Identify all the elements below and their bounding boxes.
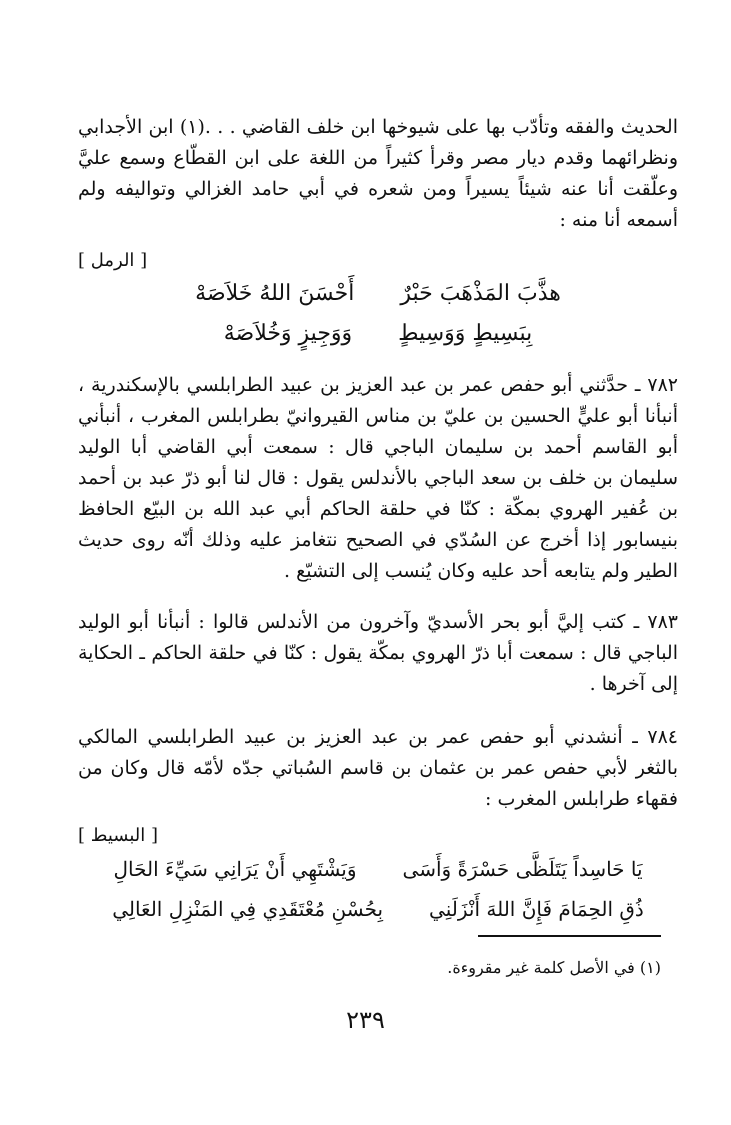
verse-line [78, 274, 678, 314]
verse-line [78, 314, 678, 354]
poem-ramal [78, 274, 678, 354]
verse-hemistich-right: بِبَسِيطٍ وَوَسِيطٍ [398, 321, 533, 346]
verse-hemistich-left: وَيَشْتَهِي أَنْ يَرَانِي سَيِّءَ الحَالِ [113, 857, 357, 881]
verse-hemistich-right: هذَّبَ المَذْهَبَ حَبْرٌ [400, 281, 561, 306]
page-body [78, 112, 678, 929]
verse-line [78, 889, 678, 929]
paragraph-784: ٧٨٤ ـ أنشدني أبو حفص عمر بن عبد العزيز بن عبيد الطرابلسي المالكي بالثغر لأبي حفص عمر بن عثمان بن قاسم السُباتي جدّه لأمّه قال وكان من فقهاء طرابلس المغرب : [78, 726, 678, 810]
poem-basit [78, 849, 678, 929]
footnote: (١) في الأصل كلمة غير مقروءة. [447, 958, 661, 977]
meter-label-basit: [ البسيط ] [78, 825, 158, 846]
verse-hemistich-right: يَا حَاسِداً يَتَلَظَّى حَسْرَةً وَأَسَى [402, 857, 643, 881]
verse-hemistich-left: أَحْسَنَ اللهُ خَلاَصَهْ [195, 281, 355, 306]
meter-label-ramal: [ الرمل ] [78, 250, 148, 271]
verse-hemistich-left: وَوَجِيزٍ وَخُلاَصَهْ [223, 321, 353, 346]
verse-line [78, 849, 678, 889]
paragraph-intro: الحديث والفقه وتأدّب بها على شيوخها ابن خلف القاضي . . .(١) ابن الأجدابي ونظرائهما وقدم ديار مصر وقرأ كثيراً من اللغة على ابن القطّاع وسمع عليَّ وعلّقت أنا عنه شيئاً يسيراً ومن شعره في أبي حامد الغزالي وتواليفه ولم أسمعه أنا منه : [78, 116, 679, 231]
page-number: ٢٣٩ [346, 1006, 385, 1034]
footnote-divider [478, 935, 661, 937]
verse-hemistich-left: بِحُسْنِ مُعْتَقَدِي فِي المَنْزِلِ العَالِي [112, 897, 384, 921]
paragraph-782: ٧٨٢ ـ حدَّثني أبو حفص عمر بن عبد العزيز بن عبيد الطرابلسي بالإسكندرية ، أنبأنا أبو عليٍّ الحسين بن عليّ بن مناس القيروانيّ بطرابلس المغرب ، أنبأني أبو القاسم أحمد بن سليمان الباجي قال : سمعت أبي القاضي أبا الوليد سليمان بن خلف بن سعد الباجي بالأندلس يقول : قال لنا أبو ذرّ عبد بن أحمد بن عُفير الهروي بمكّة : كنّا في حلقة الحاكم أبي عبد الله بن البيّع الحافظ بنيسابور إذا أخرج عن السُدّي في الصحيح نتغامز عليه وذلك أنّه روى حديث الطير ولم يتابعه أحد عليه وكان يُنسب إلى التشيّع . [78, 374, 678, 582]
verse-hemistich-right: ذُقِ الحِمَامَ فَإِنَّ اللهَ أَنْزَلَنِي [429, 897, 644, 921]
paragraph-783: ٧٨٣ ـ كتب إليَّ أبو بحر الأسديّ وآخرون من الأندلس قالوا : أنبأنا أبو الوليد الباجي قال : سمعت أبا ذرّ الهروي بمكّة يقول : كنّا في حلقة الحاكم ـ الحكاية إلى آخرها . [78, 611, 678, 695]
